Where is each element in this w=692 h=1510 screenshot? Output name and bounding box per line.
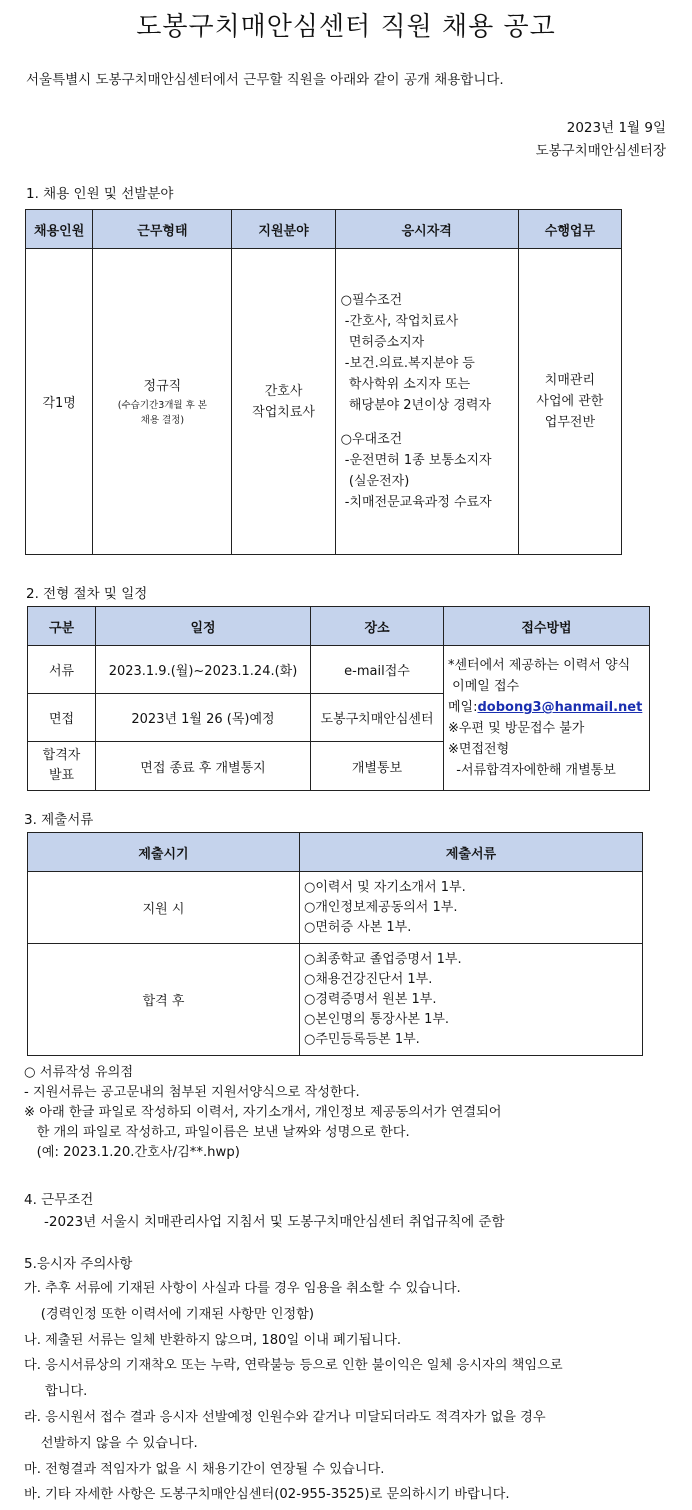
document-item: ○본인명의 통장사본 1부. (304, 1011, 450, 1027)
caution-item: 마. 전형결과 적임자가 없을 시 채용기간이 연장될 수 있습니다. (24, 1461, 385, 1477)
note-line: ○ 서류작성 유의점 (24, 1065, 134, 1080)
document-item: ○주민등록등본 1부. (304, 1031, 420, 1047)
duty-line: 업무전반 (544, 415, 596, 430)
note-line: ※ 아래 한글 파일로 작성하되 이력서, 자기소개서, 개인정보 제공동의서가 연결되어 (24, 1105, 502, 1120)
schedule-table (27, 606, 650, 791)
caution-item: 나. 제출된 서류는 일체 반환하지 않으며, 180일 이내 폐기됩니다. (24, 1332, 402, 1348)
announcement-date: 2023년 1월 9일 (566, 120, 666, 136)
section2-heading: 2. 전형 절차 및 일정 (26, 586, 148, 602)
schedule-documents: 2023.1.9.(월)~2023.1.24.(화) (96, 646, 311, 694)
method-line: ※면접전형 (448, 742, 510, 757)
place-documents: e-mail접수 (311, 646, 444, 694)
qualification-line: ○우대조건 (340, 432, 403, 447)
qualification-line (341, 416, 517, 429)
docs-list (304, 950, 641, 1050)
caution-item: (경력인정 또한 이력서에 기재된 사항만 인정함) (24, 1306, 315, 1322)
qualification-line: 학사학위 소지자 또는 (340, 377, 471, 392)
duty-cell (518, 249, 621, 555)
schedule-interview: 2023년 1월 26 (목)예정 (96, 694, 311, 742)
caution-item: 라. 응시원서 접수 결과 응시자 선발예정 인원수와 같거나 미달되더라도 적격자가 없을 경우 (24, 1409, 546, 1425)
employment-note: (수습기간3개월 후 본 채용 결정) (117, 400, 207, 426)
section4-body: -2023년 서울시 치매관리사업 지침서 및 도봉구치매안심센터 취업규칙에 준함 (44, 1214, 505, 1230)
qualification-line: -치매전문교육과정 수료자 (340, 495, 492, 510)
duty-line: 사업에 관한 (536, 394, 604, 409)
qualification-list (341, 290, 517, 513)
issuer-name: 도봉구치매안심센터장 (535, 143, 666, 159)
page-title: 도봉구치매안심센터 직원 채용 공고 (136, 12, 556, 42)
email-link[interactable]: dobong3@hanmail.net (477, 700, 643, 715)
docs-apply (300, 872, 643, 944)
qualification-line: -운전면허 1종 보통소지자 (340, 453, 492, 468)
col-header-count: 채용인원 (26, 210, 93, 249)
qualification-line: (실운전자) (340, 474, 410, 489)
caution-item: 합니다. (24, 1384, 88, 1400)
mail-label: 메일: (448, 700, 478, 715)
note-line: 한 개의 파일로 작성하고, 파일이름은 보낸 날짜와 성명으로 한다. (24, 1125, 410, 1140)
qualification-cell (335, 249, 518, 555)
documents-table (27, 832, 643, 1056)
employment-type: 정규직 (143, 379, 182, 394)
caution-item: 바. 기타 자세한 사항은 도봉구치매안심센터(02-955-3525)로 문의하시기 바랍니다. (24, 1487, 510, 1503)
caution-list (24, 1276, 563, 1508)
section4-heading: 4. 근무조건 (24, 1192, 94, 1208)
col-header-schedule: 일정 (96, 607, 311, 646)
col-header-docs: 제출서류 (300, 833, 643, 872)
field-ot: 작업치료사 (252, 404, 315, 420)
stage-line: 발표 (48, 768, 75, 783)
stage-documents: 서류 (28, 646, 96, 694)
qualification-line: -간호사, 작업치료사 (340, 314, 459, 329)
caution-item: 선발하지 않을 수 있습니다. (24, 1435, 198, 1451)
stage-announcement (28, 742, 96, 791)
method-line: 이메일 접수 (448, 679, 520, 694)
stage-interview: 면접 (28, 694, 96, 742)
col-header-field: 지원분야 (232, 210, 335, 249)
docs-pass (300, 944, 643, 1056)
method-cell (444, 646, 650, 791)
note-line: (예: 2023.1.20.간호사/김**.hwp) (24, 1145, 240, 1160)
method-line: -서류합격자에한해 개별통보 (448, 763, 616, 778)
section3-heading: 3. 제출서류 (24, 812, 94, 828)
col-header-duty: 수행업무 (518, 210, 621, 249)
col-header-method: 접수방법 (444, 607, 650, 646)
caution-item: 가. 추후 서류에 기재된 사항이 사실과 다를 경우 임용을 취소할 수 있습니다. (24, 1281, 461, 1296)
stage-line: 합격자 (42, 748, 81, 763)
intro-text: 서울특별시 도봉구치매안심센터에서 근무할 직원을 아래와 같이 공개 채용합니다. (26, 72, 504, 88)
col-header-stage: 구분 (28, 607, 96, 646)
note-line: - 지원서류는 공고문내의 첨부된 지원서양식으로 작성한다. (24, 1085, 360, 1100)
col-header-type: 근무형태 (93, 210, 232, 249)
docs-list (304, 878, 641, 938)
col-header-place: 장소 (311, 607, 444, 646)
field-nurse: 간호사 (264, 383, 303, 399)
place-announcement: 개별통보 (311, 742, 444, 791)
qualification-line: -보건.의료.복지분야 등 (340, 356, 475, 371)
field-cell (232, 249, 335, 555)
document-item: ○채용건강진단서 1부. (304, 971, 433, 987)
method-line: *센터에서 제공하는 이력서 양식 (448, 658, 631, 673)
writing-notes (24, 1063, 502, 1163)
document-item: ○개인정보제공동의서 1부. (304, 899, 458, 915)
recruitment-table (25, 209, 622, 555)
method-mail-line (448, 697, 648, 718)
method-line: ※우편 및 방문접수 불가 (448, 721, 585, 736)
count-cell: 각1명 (26, 249, 93, 555)
when-pass: 합격 후 (28, 944, 300, 1056)
when-apply: 지원 시 (28, 872, 300, 944)
col-header-when: 제출시기 (28, 833, 300, 872)
employment-type-cell (93, 249, 232, 555)
duty-line: 치매관리 (544, 373, 596, 388)
document-item: ○최종학교 졸업증명서 1부. (304, 951, 462, 967)
place-interview: 도봉구치매안심센터 (311, 694, 444, 742)
col-header-qualification: 응시자격 (335, 210, 518, 249)
qualification-line: ○필수조건 (340, 293, 403, 308)
caution-item: 다. 응시서류상의 기재착오 또는 누락, 연락불능 등으로 인한 불이익은 일체 응시자의 책임으로 (24, 1358, 563, 1374)
qualification-line: 면허증소지자 (340, 335, 425, 350)
section5-heading: 5.응시자 주의사항 (24, 1256, 133, 1272)
document-item: ○면허증 사본 1부. (304, 919, 412, 935)
schedule-announcement: 면접 종료 후 개별통지 (96, 742, 311, 791)
section1-heading: 1. 채용 인원 및 선발분야 (26, 186, 174, 202)
document-item: ○이력서 및 자기소개서 1부. (304, 879, 466, 895)
document-item: ○경력증명서 원본 1부. (304, 991, 437, 1007)
qualification-line: 해당분야 2년이상 경력자 (340, 398, 492, 413)
